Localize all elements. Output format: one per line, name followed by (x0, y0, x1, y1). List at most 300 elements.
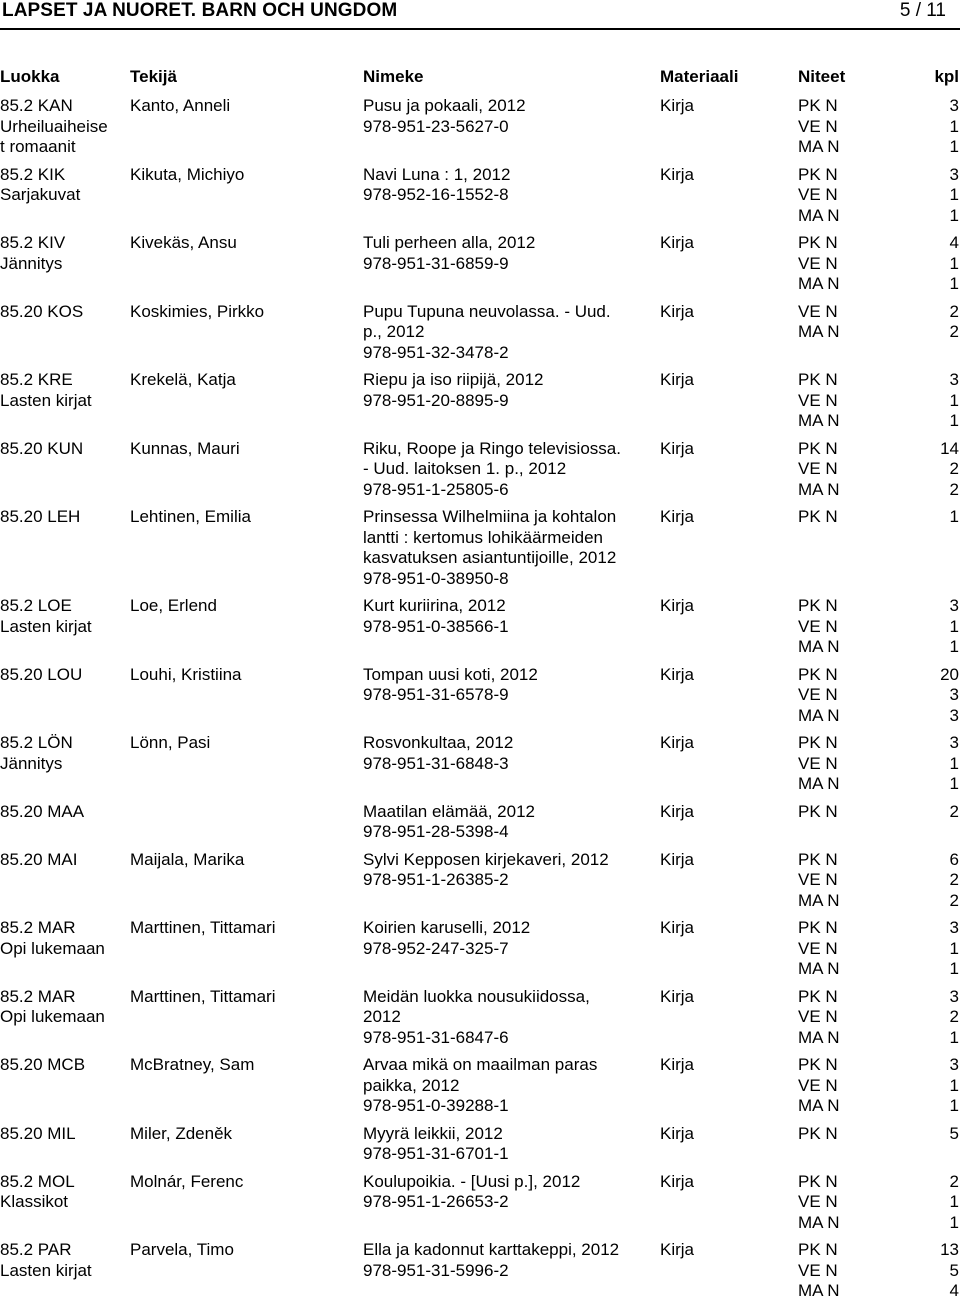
entry-kpl-line: 1 (949, 616, 959, 636)
entry-nimeke (363, 96, 655, 137)
entry-kpl-line: 1 (949, 253, 959, 273)
entry-materiaali-line: Kirja (660, 801, 695, 821)
entry-kpl-line: 3 (949, 685, 959, 704)
entry-kpl (915, 665, 959, 727)
entry-nimeke-line: Riku, Roope ja Ringo televisiossa. (363, 438, 621, 458)
entry-nimeke-line: 978-951-31-6848-3 (363, 753, 509, 773)
entry-kpl (915, 987, 959, 1049)
entry-nimeke-line: - Uud. laitoksen 1. p., 2012 (363, 459, 567, 478)
entry-niteet-line: VE N (798, 185, 838, 204)
entry-nimeke-line: lantti : kertomus lohikäärmeiden (363, 527, 604, 547)
catalog-entry (0, 596, 960, 658)
entry-luokka-line: 85.20 KOS (0, 301, 84, 321)
entry-kpl-line: 1 (949, 1075, 959, 1095)
entry-nimeke-line: Tompan uusi koti, 2012 (363, 664, 538, 684)
entry-nimeke-line: 978-952-247-325-7 (363, 938, 509, 958)
entry-nimeke-line: Myyrä leikkii, 2012 (363, 1123, 503, 1143)
entry-kpl-line: 14 (940, 438, 959, 458)
entry-kpl-line: 2 (949, 459, 959, 478)
entry-materiaali (660, 507, 790, 528)
entry-niteet-line: VE N (798, 253, 838, 273)
entry-materiaali-line: Kirja (660, 507, 695, 526)
entry-tekija (130, 233, 360, 254)
entry-luokka (0, 302, 128, 323)
entry-nimeke-line: Koulupoikia. - [Uusi p.], 2012 (363, 1171, 581, 1191)
entry-nimeke-line: Ella ja kadonnut karttakeppi, 2012 (363, 1240, 620, 1259)
entry-nimeke-line: Sylvi Kepposen kirjekaveri, 2012 (363, 849, 609, 869)
entry-niteet (798, 165, 908, 227)
entry-luokka-line: 85.20 MAI (0, 849, 78, 869)
entry-niteet-line: VE N (798, 116, 838, 136)
catalog-entry (0, 918, 960, 980)
entry-nimeke (363, 165, 655, 206)
entry-kpl-line: 3 (949, 986, 959, 1006)
entry-luokka (0, 665, 128, 686)
entry-nimeke (363, 1055, 655, 1117)
entry-materiaali (660, 802, 790, 823)
entry-materiaali-line: Kirja (660, 438, 695, 458)
entry-nimeke-line: 978-951-0-38950-8 (363, 568, 509, 588)
entry-tekija-line: Koskimies, Pirkko (130, 301, 265, 321)
entry-niteet (798, 1240, 908, 1302)
entry-tekija (130, 165, 360, 186)
entry-kpl-line: 1 (949, 185, 959, 204)
entry-materiaali-line: Kirja (660, 1240, 695, 1259)
entry-luokka-line: 85.20 LOU (0, 664, 83, 684)
entry-nimeke-line: 978-951-31-6847-6 (363, 1027, 509, 1047)
entry-kpl-line: 5 (949, 1260, 959, 1280)
entry-tekija (130, 439, 360, 460)
entry-kpl-line: 4 (949, 233, 959, 252)
entry-luokka (0, 802, 128, 823)
entry-niteet-line: MA N (798, 1027, 840, 1047)
entry-kpl-line: 1 (949, 137, 959, 156)
entry-kpl (915, 165, 959, 227)
entry-tekija (130, 596, 360, 617)
entry-kpl (915, 850, 959, 912)
entry-niteet-line: VE N (798, 753, 838, 773)
entry-niteet-line: PK N (798, 1123, 838, 1143)
entry-niteet-line: MA N (798, 959, 840, 978)
entry-nimeke-line: 978-951-1-26653-2 (363, 1192, 509, 1211)
entry-nimeke-line: Meidän luokka nousukiidossa, (363, 986, 590, 1006)
entry-luokka-line: 85.2 KIK (0, 164, 66, 184)
entry-niteet-line: VE N (798, 870, 838, 889)
entry-kpl-line: 3 (949, 96, 959, 115)
entry-niteet-line: PK N (798, 849, 838, 869)
entry-niteet (798, 507, 908, 528)
entry-kpl-line: 1 (949, 1212, 959, 1232)
entry-materiaali-line: Kirja (660, 1123, 695, 1143)
entry-nimeke (363, 1124, 655, 1165)
entry-luokka-line: 85.2 MAR (0, 918, 76, 937)
entry-nimeke-line: 978-951-31-6578-9 (363, 685, 509, 704)
entry-materiaali-line: Kirja (660, 664, 695, 684)
entry-nimeke-line: Arvaa mikä on maailman paras (363, 1055, 598, 1074)
entry-niteet-line: VE N (798, 1260, 838, 1280)
entry-nimeke-line: Maatilan elämää, 2012 (363, 801, 536, 821)
entry-luokka-line: Opi lukemaan (0, 1007, 105, 1026)
entry-kpl-line: 5 (949, 1123, 959, 1143)
entry-niteet (798, 918, 908, 980)
entry-nimeke (363, 507, 655, 589)
entry-kpl (915, 439, 959, 501)
entry-kpl-line: 1 (949, 753, 959, 773)
entry-kpl-line: 1 (949, 274, 959, 293)
entry-nimeke (363, 233, 655, 274)
entry-luokka-line: Lasten kirjat (0, 1260, 92, 1280)
entry-kpl-line: 1 (949, 1096, 959, 1115)
entry-niteet (798, 96, 908, 158)
entry-materiaali (660, 918, 790, 939)
entry-nimeke (363, 987, 655, 1049)
entry-materiaali (660, 302, 790, 323)
entry-kpl (915, 1172, 959, 1234)
entry-materiaali (660, 96, 790, 117)
entry-tekija-line: Kivekäs, Ansu (130, 233, 237, 252)
entry-nimeke-line: 978-951-31-6859-9 (363, 253, 509, 273)
entry-luokka (0, 1055, 128, 1076)
entry-niteet-line: MA N (798, 1096, 840, 1115)
entry-nimeke-line: Rosvonkultaa, 2012 (363, 733, 514, 752)
entry-luokka-line: 85.2 LOE (0, 596, 72, 615)
entry-niteet-line: PK N (798, 370, 838, 389)
entry-kpl-line: 3 (949, 164, 959, 184)
entry-nimeke (363, 1240, 655, 1281)
entry-kpl (915, 507, 959, 528)
col-header-tekija: Tekijä (130, 67, 177, 86)
entry-luokka-line: Jännitys (0, 253, 63, 273)
entry-nimeke (363, 802, 655, 843)
entry-materiaali (660, 850, 790, 871)
entry-kpl (915, 733, 959, 795)
entry-nimeke-line: 978-951-28-5398-4 (363, 822, 509, 841)
entry-tekija-line: Kanto, Anneli (130, 96, 231, 115)
entry-niteet-line: PK N (798, 986, 838, 1006)
entry-materiaali-line: Kirja (660, 733, 695, 752)
entry-luokka-line: 85.20 LEH (0, 507, 81, 526)
entry-tekija (130, 96, 360, 117)
entry-tekija-line: Kikuta, Michiyo (130, 164, 245, 184)
entry-nimeke (363, 439, 655, 501)
entry-niteet-line: MA N (798, 479, 840, 499)
entry-luokka (0, 1124, 128, 1145)
entry-tekija (130, 1055, 360, 1076)
entry-kpl-line: 3 (949, 918, 959, 937)
catalog-entry (0, 1240, 960, 1302)
entry-kpl-line: 3 (949, 733, 959, 752)
entry-niteet (798, 1124, 908, 1145)
entry-luokka (0, 1172, 128, 1213)
entry-materiaali (660, 1240, 790, 1261)
entry-nimeke-line: Riepu ja iso riipijä, 2012 (363, 370, 544, 389)
entry-materiaali (660, 596, 790, 617)
entry-niteet-line: PK N (798, 1240, 838, 1259)
entry-luokka-line: 85.20 MIL (0, 1123, 76, 1143)
catalog-entry (0, 165, 960, 227)
entry-luokka-line: Lasten kirjat (0, 390, 92, 410)
entry-kpl-line: 1 (949, 205, 959, 225)
entry-tekija-line: Molnár, Ferenc (130, 1171, 244, 1191)
catalog-entry (0, 987, 960, 1049)
col-header-kpl: kpl (934, 67, 959, 86)
entry-nimeke-line: Pusu ja pokaali, 2012 (363, 96, 526, 115)
catalog-entry (0, 439, 960, 501)
entry-niteet (798, 1172, 908, 1234)
entry-materiaali (660, 1124, 790, 1145)
entry-niteet-line: VE N (798, 301, 838, 321)
entry-materiaali (660, 233, 790, 254)
entry-tekija (130, 507, 360, 528)
entry-nimeke (363, 733, 655, 774)
entry-niteet (798, 802, 908, 823)
entry-niteet-line: VE N (798, 938, 838, 958)
entry-luokka-line: Opi lukemaan (0, 938, 105, 958)
entry-kpl-line: 3 (949, 1055, 959, 1074)
entry-kpl (915, 302, 959, 343)
entry-tekija (130, 302, 360, 323)
entry-nimeke-line: Kurt kuriirina, 2012 (363, 596, 506, 615)
entry-materiaali-line: Kirja (660, 1055, 695, 1074)
col-header-materiaali: Materiaali (660, 67, 739, 86)
entry-tekija-line: McBratney, Sam (130, 1055, 255, 1074)
entry-tekija (130, 665, 360, 686)
entry-niteet-line: MA N (798, 705, 840, 725)
entry-niteet-line: VE N (798, 459, 838, 478)
entry-nimeke-line: 978-951-1-25805-6 (363, 479, 509, 499)
entry-nimeke-line: 2012 (363, 1007, 401, 1026)
entry-tekija (130, 987, 360, 1008)
entry-niteet-line: VE N (798, 616, 838, 636)
catalog-entry (0, 370, 960, 432)
entry-luokka (0, 165, 128, 206)
entry-kpl (915, 918, 959, 980)
entry-kpl-line: 1 (949, 959, 959, 978)
entry-luokka (0, 507, 128, 528)
entry-materiaali-line: Kirja (660, 1171, 695, 1191)
entry-kpl-line: 1 (949, 507, 959, 526)
entry-niteet-line: MA N (798, 137, 840, 156)
entry-kpl-line: 3 (949, 705, 959, 725)
entry-luokka-line: 85.2 MOL (0, 1171, 75, 1191)
entry-nimeke (363, 302, 655, 364)
entry-nimeke-line: p., 2012 (363, 322, 425, 341)
entry-kpl (915, 370, 959, 432)
entry-tekija-line: Louhi, Kristiina (130, 664, 242, 684)
col-header-luokka: Luokka (0, 67, 60, 86)
entry-niteet (798, 370, 908, 432)
entry-luokka (0, 918, 128, 959)
entry-niteet (798, 733, 908, 795)
entry-kpl-line: 2 (949, 301, 959, 321)
entry-niteet-line: MA N (798, 1212, 840, 1232)
entry-luokka (0, 233, 128, 274)
entry-nimeke-line: paikka, 2012 (363, 1075, 460, 1095)
entry-niteet-line: PK N (798, 507, 838, 526)
entry-luokka-line: 85.20 KUN (0, 438, 84, 458)
catalog-entry (0, 1172, 960, 1234)
entry-nimeke-line: 978-951-32-3478-2 (363, 342, 509, 362)
entry-tekija-line: Marttinen, Tittamari (130, 918, 276, 937)
entry-materiaali-line: Kirja (660, 849, 695, 869)
entry-niteet-line: VE N (798, 1007, 838, 1026)
entry-tekija (130, 370, 360, 391)
page-title: LAPSET JA NUORET. BARN OCH UNGDOM (2, 0, 398, 21)
entry-niteet-line: PK N (798, 733, 838, 752)
entry-luokka-line: 85.2 KIV (0, 233, 66, 252)
entry-niteet-line: MA N (798, 322, 840, 341)
entry-nimeke-line: 978-951-23-5627-0 (363, 116, 509, 136)
entry-nimeke-line: Koirien karuselli, 2012 (363, 918, 531, 937)
entry-luokka-line: Jännitys (0, 753, 63, 773)
entry-niteet-line: VE N (798, 1075, 838, 1095)
entry-kpl-line: 2 (949, 479, 959, 499)
entry-kpl (915, 233, 959, 295)
entry-materiaali (660, 665, 790, 686)
entry-materiaali (660, 733, 790, 754)
entry-nimeke-line: 978-951-20-8895-9 (363, 390, 509, 410)
entry-nimeke (363, 665, 655, 706)
entry-tekija (130, 1240, 360, 1261)
entry-nimeke-line: Pupu Tupuna neuvolassa. - Uud. (363, 301, 611, 321)
col-header-nimeke: Nimeke (363, 67, 424, 86)
entry-kpl-line: 1 (949, 390, 959, 410)
catalog-entry (0, 733, 960, 795)
entry-luokka-line: 85.2 KRE (0, 370, 73, 389)
entry-nimeke-line: kasvatuksen asiantuntijoille, 2012 (363, 548, 617, 567)
entry-niteet-line: MA N (798, 774, 840, 793)
entry-kpl-line: 1 (949, 116, 959, 136)
entry-luokka-line: Klassikot (0, 1192, 69, 1211)
entry-luokka (0, 733, 128, 774)
entry-luokka-line: 85.2 PAR (0, 1240, 72, 1259)
entry-niteet-line: VE N (798, 685, 838, 704)
entry-materiaali-line: Kirja (660, 164, 695, 184)
entry-luokka (0, 850, 128, 871)
entry-nimeke-line: 978-951-0-38566-1 (363, 616, 509, 636)
entry-kpl-line: 1 (949, 938, 959, 958)
entry-niteet-line: PK N (798, 596, 838, 615)
catalog-entry (0, 233, 960, 295)
entry-tekija-line: Krekelä, Katja (130, 370, 236, 389)
entry-kpl (915, 1240, 959, 1302)
entry-kpl-line: 3 (949, 596, 959, 615)
header-rule (0, 28, 960, 30)
entry-luokka (0, 439, 128, 460)
entry-kpl-line: 3 (949, 370, 959, 389)
catalog-entry (0, 850, 960, 912)
entry-kpl-line: 1 (949, 774, 959, 793)
catalog-list (0, 96, 960, 1309)
entry-niteet-line: PK N (798, 918, 838, 937)
entry-nimeke-line: 978-951-31-5996-2 (363, 1260, 509, 1280)
entry-kpl-line: 2 (949, 322, 959, 341)
entry-niteet-line: PK N (798, 96, 838, 115)
entry-niteet (798, 302, 908, 343)
entry-tekija (130, 850, 360, 871)
entry-niteet-line: PK N (798, 1171, 838, 1191)
entry-luokka-line: 85.20 MCB (0, 1055, 86, 1074)
entry-kpl-line: 1 (949, 1027, 959, 1047)
entry-materiaali-line: Kirja (660, 96, 695, 115)
entry-niteet (798, 596, 908, 658)
entry-nimeke-line: 978-951-1-26385-2 (363, 870, 509, 889)
catalog-entry (0, 1055, 960, 1117)
entry-tekija-line: Lönn, Pasi (130, 733, 211, 752)
entry-nimeke (363, 1172, 655, 1213)
entry-niteet-line: PK N (798, 1055, 838, 1074)
entry-kpl-line: 1 (949, 411, 959, 430)
catalog-entry (0, 1124, 960, 1165)
entry-kpl-line: 2 (949, 870, 959, 889)
entry-niteet (798, 665, 908, 727)
entry-niteet-line: MA N (798, 411, 840, 430)
entry-niteet-line: PK N (798, 801, 838, 821)
entry-materiaali-line: Kirja (660, 233, 695, 252)
entry-materiaali (660, 370, 790, 391)
entry-niteet-line: VE N (798, 390, 838, 410)
entry-niteet-line: MA N (798, 637, 840, 656)
entry-niteet-line: MA N (798, 205, 840, 225)
entry-kpl-line: 2 (949, 1007, 959, 1026)
entry-kpl-line: 13 (940, 1240, 959, 1259)
entry-luokka-line: Urheiluaiheise (0, 116, 108, 136)
entry-kpl (915, 96, 959, 158)
entry-nimeke (363, 918, 655, 959)
entry-materiaali-line: Kirja (660, 370, 695, 389)
entry-kpl (915, 1124, 959, 1145)
entry-niteet-line: MA N (798, 890, 840, 910)
entry-niteet (798, 439, 908, 501)
entry-kpl-line: 4 (949, 1281, 959, 1300)
entry-luokka-line: t romaanit (0, 137, 76, 156)
entry-materiaali-line: Kirja (660, 596, 695, 615)
entry-niteet-line: PK N (798, 233, 838, 252)
entry-tekija (130, 733, 360, 754)
catalog-entry (0, 665, 960, 727)
col-header-niteet: Niteet (798, 67, 846, 86)
entry-luokka-line: 85.2 MAR (0, 986, 76, 1006)
entry-tekija (130, 1124, 360, 1145)
entry-niteet (798, 1055, 908, 1117)
entry-nimeke-line: Prinsessa Wilhelmiina ja kohtalon (363, 507, 617, 526)
entry-kpl-line: 2 (949, 801, 959, 821)
catalog-entry (0, 507, 960, 589)
entry-niteet (798, 987, 908, 1049)
entry-kpl (915, 802, 959, 823)
entry-nimeke (363, 850, 655, 891)
entry-niteet (798, 850, 908, 912)
entry-tekija-line: Loe, Erlend (130, 596, 217, 615)
entry-luokka-line: 85.2 LÖN (0, 733, 73, 752)
entry-niteet-line: PK N (798, 164, 838, 184)
entry-niteet-line: PK N (798, 664, 838, 684)
entry-tekija (130, 918, 360, 939)
entry-kpl-line: 1 (949, 1192, 959, 1211)
entry-materiaali (660, 165, 790, 186)
entry-tekija-line: Parvela, Timo (130, 1240, 234, 1259)
entry-kpl (915, 596, 959, 658)
entry-luokka (0, 596, 128, 637)
entry-niteet-line: PK N (798, 438, 838, 458)
entry-luokka-line: Lasten kirjat (0, 616, 92, 636)
catalog-entry (0, 302, 960, 364)
entry-tekija-line: Miler, Zdeněk (130, 1123, 233, 1143)
entry-nimeke (363, 596, 655, 637)
entry-nimeke-line: 978-952-16-1552-8 (363, 185, 509, 204)
entry-luokka (0, 96, 128, 158)
entry-nimeke-line: 978-951-0-39288-1 (363, 1096, 509, 1115)
